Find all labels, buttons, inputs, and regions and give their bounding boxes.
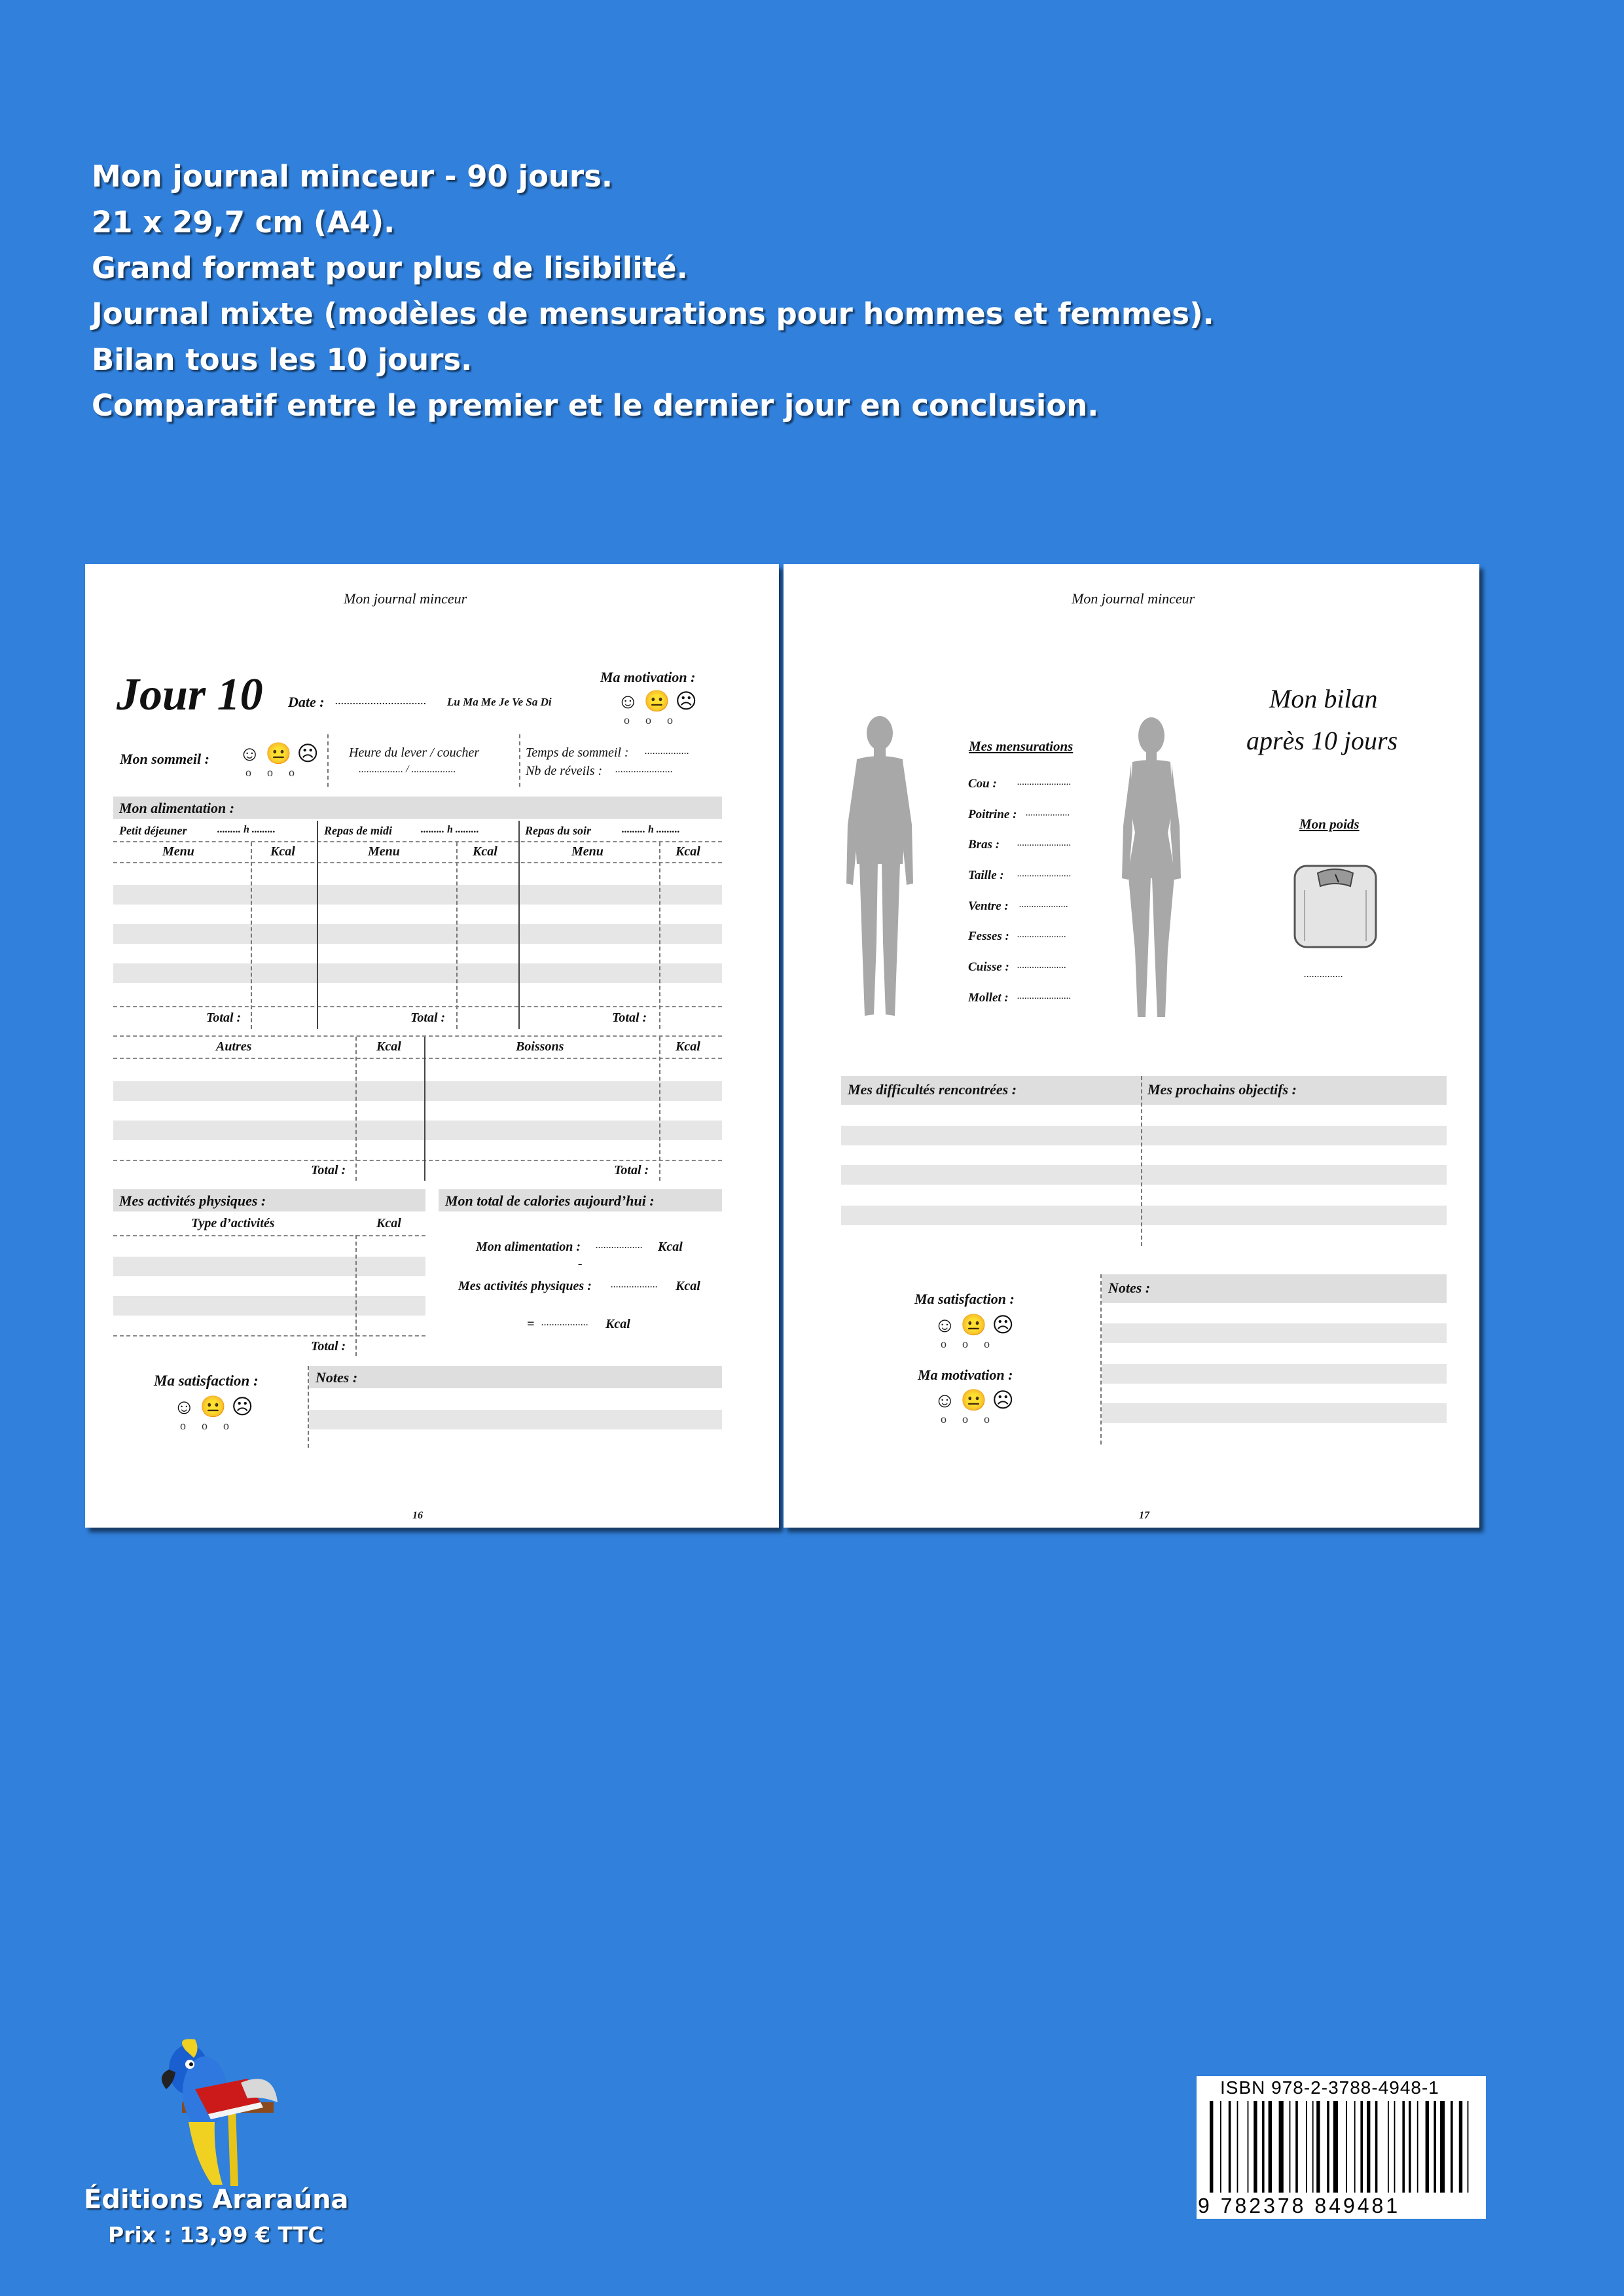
calc-equals-dots: .................. bbox=[541, 1317, 588, 1328]
measure-label: Mollet : bbox=[968, 991, 1009, 1005]
weight-header: Mon poids bbox=[1299, 816, 1360, 832]
features-list bbox=[92, 154, 1214, 429]
measures-header: Mes mensurations bbox=[969, 738, 1074, 754]
date-dots: ............................... bbox=[335, 694, 427, 707]
total-label: Total : bbox=[614, 1163, 649, 1177]
summary-title-line2: après 10 jours bbox=[1246, 726, 1398, 755]
male-body-figure bbox=[844, 713, 916, 1022]
feature-line: Bilan tous les 10 jours. bbox=[92, 342, 473, 377]
dinner-time: ......... h ......... bbox=[622, 824, 680, 835]
isbn-label: ISBN 978-2-3788-4948-1 bbox=[1220, 2077, 1439, 2098]
measure-dots: ...................... bbox=[1017, 777, 1072, 787]
day-title: Jour 10 bbox=[117, 670, 263, 720]
scale-icon bbox=[1293, 864, 1378, 949]
publisher-name: Éditions Araraúna bbox=[84, 2185, 349, 2215]
measure-label: Taille : bbox=[968, 869, 1004, 882]
calc-food-dots: .................. bbox=[596, 1240, 643, 1251]
total-label: Total : bbox=[612, 1011, 647, 1025]
page-number: 16 bbox=[412, 1510, 423, 1521]
kcal-col: Kcal bbox=[676, 1039, 700, 1054]
satisfaction-label: Ma satisfaction : bbox=[914, 1291, 1015, 1307]
measure-label: Poitrine : bbox=[968, 808, 1017, 821]
parrot-logo bbox=[149, 2030, 280, 2187]
objectives-header: Mes prochains objectifs : bbox=[1147, 1081, 1297, 1098]
motivation-choice-circles: ooo bbox=[941, 1412, 1005, 1426]
date-label: Date : bbox=[288, 694, 325, 710]
notes-label: Notes : bbox=[1108, 1280, 1151, 1296]
kcal-unit: Kcal bbox=[676, 1279, 700, 1293]
isbn-digits: 9 782378 849481 bbox=[1198, 2194, 1401, 2217]
satisfaction-choice-circles: ooo bbox=[180, 1419, 245, 1432]
satisfaction-smileys-icon: ☺😐☹ bbox=[173, 1395, 259, 1418]
kcal-col: Kcal bbox=[376, 1216, 401, 1230]
page-header: Mon journal minceur bbox=[1072, 590, 1195, 607]
total-label: Total : bbox=[206, 1011, 242, 1025]
wakeups-dots: ...................... bbox=[615, 764, 673, 775]
barcode-bars bbox=[1210, 2101, 1474, 2193]
feature-line: Grand format pour plus de lisibilité. bbox=[92, 251, 688, 285]
activities-header: Mes activités physiques : bbox=[119, 1193, 266, 1209]
measure-label: Fesses : bbox=[968, 929, 1009, 943]
measure-dots: ...................... bbox=[1017, 838, 1072, 848]
wake-dots: ................. / ................. bbox=[359, 764, 456, 775]
food-header: Mon alimentation : bbox=[119, 800, 235, 816]
isbn-barcode bbox=[1197, 2076, 1486, 2219]
difficulties-header: Mes difficultés rencontrées : bbox=[848, 1081, 1017, 1098]
weekdays: Lu Ma Me Je Ve Sa Di bbox=[447, 696, 552, 708]
notes-label: Notes : bbox=[316, 1369, 358, 1386]
breakfast-time: ......... h ......... bbox=[217, 824, 276, 835]
feature-line: 21 x 29,7 cm (A4). bbox=[92, 205, 395, 240]
total-label: Total : bbox=[410, 1011, 446, 1025]
motivation-smileys-icon: ☺😐☹ bbox=[934, 1388, 1019, 1412]
page-number: 17 bbox=[1139, 1510, 1149, 1521]
measure-dots: .................... bbox=[1017, 929, 1066, 940]
motivation-label: Ma motivation : bbox=[918, 1367, 1013, 1383]
wake-label: Heure du lever / coucher bbox=[349, 745, 480, 760]
feature-line: Mon journal minceur - 90 jours. bbox=[92, 159, 613, 194]
left-page bbox=[85, 564, 779, 1528]
satisfaction-smileys-icon: ☺😐☹ bbox=[934, 1313, 1019, 1336]
kcal-col: Kcal bbox=[473, 844, 497, 859]
mood-choice-circles: ooo bbox=[624, 713, 689, 726]
kcal-col: Kcal bbox=[676, 844, 700, 859]
kcal-col: Kcal bbox=[376, 1039, 401, 1054]
breakfast-label: Petit déjeuner bbox=[119, 824, 187, 837]
feature-line: Comparatif entre le premier et le dernier jour en conclusion. bbox=[92, 388, 1099, 423]
summary-title-line1: Mon bilan bbox=[1269, 684, 1378, 713]
measure-dots: .................... bbox=[1017, 960, 1066, 971]
dinner-label: Repas du soir bbox=[525, 824, 592, 837]
calc-minus: - bbox=[578, 1257, 583, 1271]
sleep-choice-circles: ooo bbox=[245, 766, 310, 779]
drinks-col: Boissons bbox=[516, 1039, 564, 1054]
kcal-col: Kcal bbox=[270, 844, 295, 859]
sleep-time-dots: ................. bbox=[645, 745, 689, 757]
calories-header: Mon total de calories aujourd’hui : bbox=[445, 1193, 655, 1209]
kcal-unit: Kcal bbox=[658, 1240, 683, 1254]
measure-dots: ...................... bbox=[1017, 869, 1072, 879]
total-label: Total : bbox=[311, 1163, 346, 1177]
sleep-smileys-icon: ☺😐☹ bbox=[239, 742, 324, 765]
calc-equals: = bbox=[527, 1317, 535, 1331]
kcal-unit: Kcal bbox=[605, 1317, 630, 1331]
right-page bbox=[784, 564, 1479, 1528]
lunch-time: ......... h ......... bbox=[421, 824, 479, 835]
menu-col: Menu bbox=[571, 844, 604, 859]
lunch-label: Repas de midi bbox=[324, 824, 392, 837]
female-body-figure bbox=[1115, 715, 1187, 1022]
feature-line: Journal mixte (modèles de mensurations pour hommes et femmes). bbox=[92, 296, 1214, 331]
motivation-label: Ma motivation : bbox=[600, 669, 696, 685]
measure-label: Cuisse : bbox=[968, 960, 1009, 974]
total-label: Total : bbox=[311, 1339, 346, 1354]
measure-dots: ...................... bbox=[1017, 991, 1072, 1001]
measure-label: Cou : bbox=[968, 777, 997, 791]
satisfaction-choice-circles: ooo bbox=[941, 1337, 1005, 1350]
sleep-label: Mon sommeil : bbox=[120, 751, 209, 767]
measure-label: Bras : bbox=[968, 838, 1000, 852]
weight-dots: ............... bbox=[1304, 969, 1343, 980]
measure-dots: .................... bbox=[1019, 899, 1068, 910]
activity-type-col: Type d’activités bbox=[191, 1216, 275, 1230]
mood-smileys-icon: ☺😐☹ bbox=[617, 689, 702, 713]
calc-food: Mon alimentation : bbox=[476, 1240, 581, 1254]
calc-activities-dots: .................. bbox=[611, 1279, 658, 1290]
satisfaction-label: Ma satisfaction : bbox=[154, 1372, 259, 1389]
measure-label: Ventre : bbox=[968, 899, 1009, 913]
measure-dots: .................. bbox=[1026, 808, 1070, 818]
calc-activities: Mes activités physiques : bbox=[458, 1279, 592, 1293]
menu-col: Menu bbox=[368, 844, 400, 859]
menu-col: Menu bbox=[162, 844, 194, 859]
others-col: Autres bbox=[216, 1039, 252, 1054]
price-label: Prix : 13,99 € TTC bbox=[108, 2222, 324, 2248]
page-header: Mon journal minceur bbox=[344, 590, 467, 607]
wakeups-label: Nb de réveils : bbox=[526, 764, 603, 778]
sleep-time-label: Temps de sommeil : bbox=[526, 745, 629, 760]
